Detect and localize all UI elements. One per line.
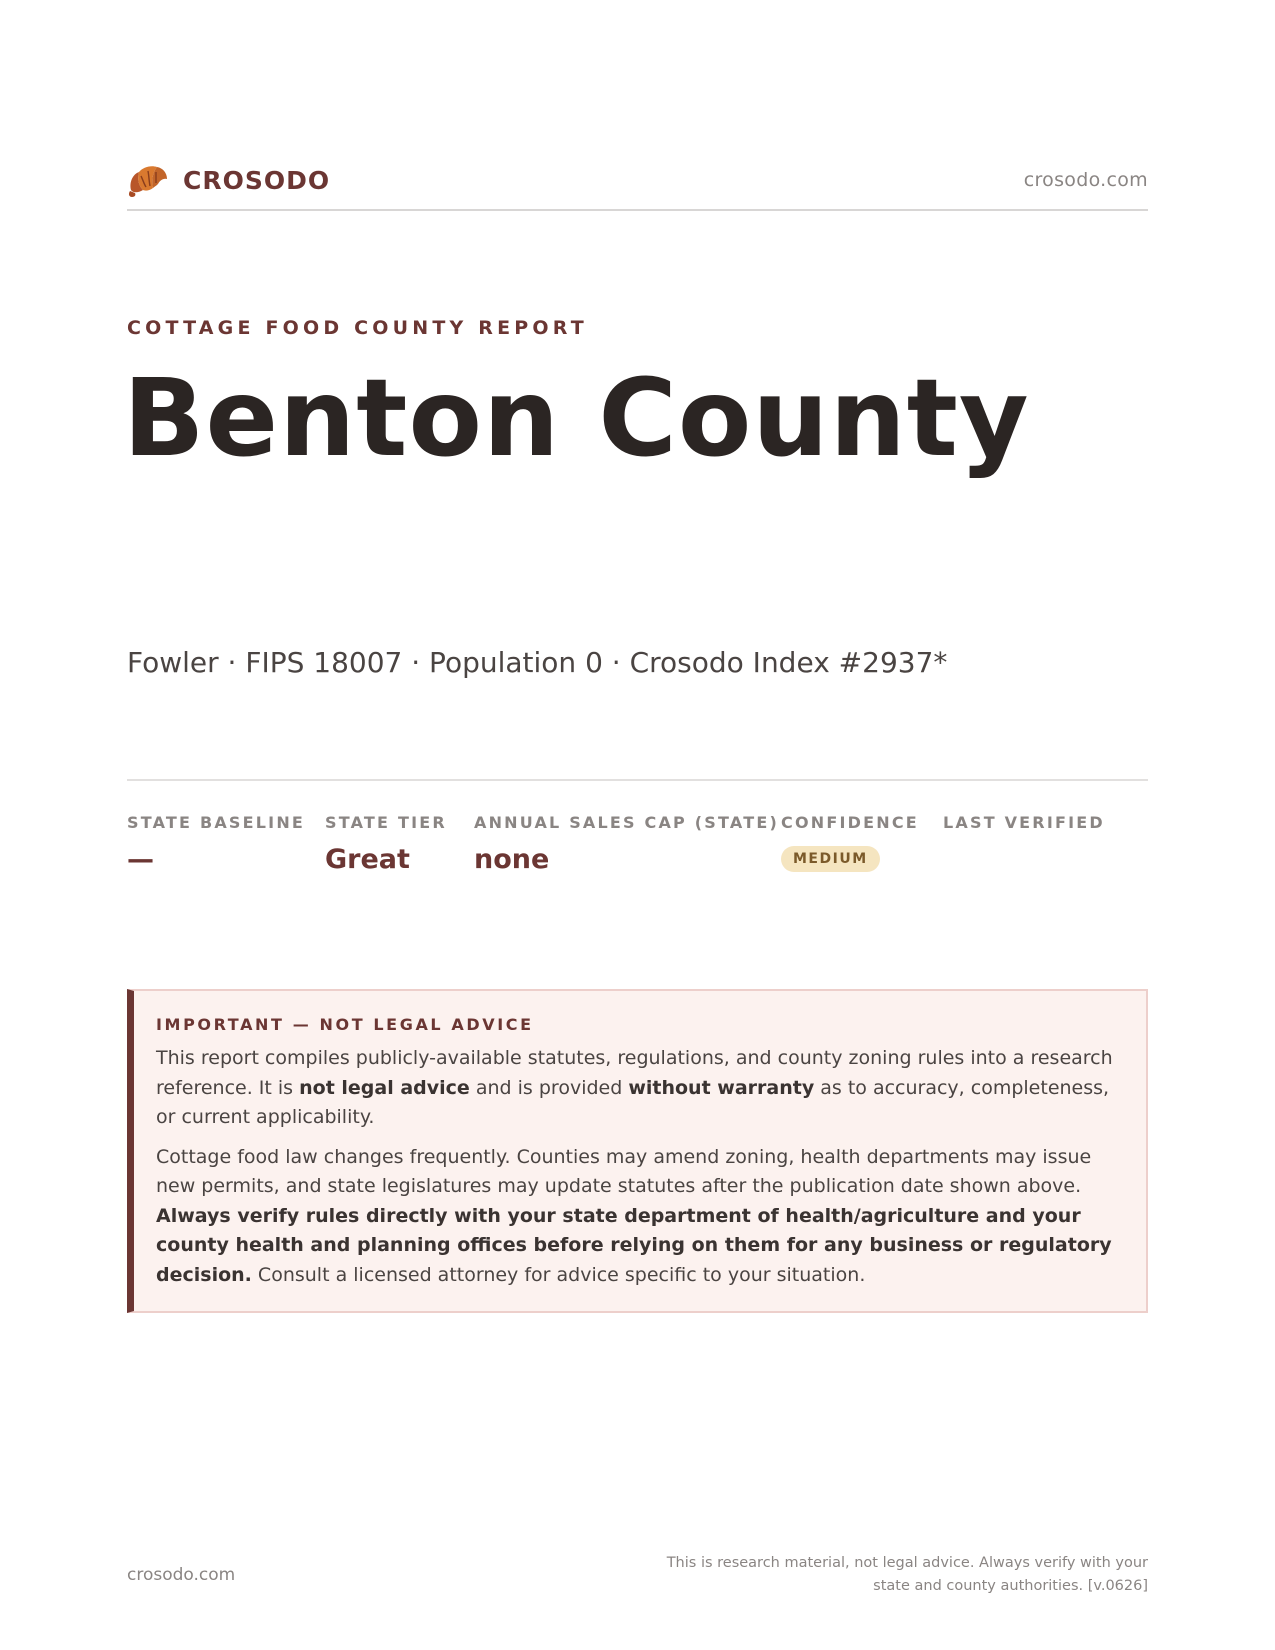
stat-label: STATE BASELINE [127, 813, 306, 832]
stat-value: — [127, 844, 154, 875]
county-subtitle: Fowler · FIPS 18007 · Population 0 · Crosodo Index #2937* [127, 646, 948, 679]
stats-row [127, 813, 1148, 893]
confidence-badge: MEDIUM [781, 846, 880, 872]
section-divider [127, 779, 1148, 781]
page-header [127, 158, 1148, 202]
stat-value: none [474, 844, 550, 875]
stat-label: CONFIDENCE [781, 813, 919, 832]
header-url-link[interactable]: crosodo.com [1023, 169, 1148, 191]
brand-name: CROSODO [183, 165, 331, 195]
stat-label: STATE TIER [325, 813, 447, 832]
croissant-icon [127, 160, 169, 200]
page-title: Benton County [123, 357, 1030, 481]
report-eyebrow: COTTAGE FOOD COUNTY REPORT [127, 317, 588, 339]
report-page [123, 0, 1148, 1650]
stat-state-baseline [127, 813, 305, 875]
notice-text: Consult a licensed attorney for advice specific to your situation. [251, 1263, 866, 1286]
notice-text: as to accuracy, completeness, or current applicability. [156, 1076, 1110, 1128]
footer-url-link[interactable]: crosodo.com [127, 1565, 236, 1585]
notice-text: This report compiles publicly-available statutes, regulations, and county zoning rules into a research reference. It is [156, 1047, 1113, 1099]
notice-paragraph [156, 1143, 1120, 1291]
notice-paragraph [156, 1044, 1120, 1133]
stat-value: Great [325, 844, 410, 875]
notice-text: Cottage food law changes frequently. Counties may amend zoning, health departments may issue new permits, and state legislatures may update statutes after the publication date shown above. [156, 1145, 1092, 1197]
notice-emphasis: Always verify rules directly with your state department of health/agriculture and your county health and planning offices before relying on them for any business or regulatory decision. [156, 1204, 1112, 1286]
notice-heading: IMPORTANT — NOT LEGAL ADVICE [156, 1015, 534, 1034]
stat-annual-sales-cap [474, 813, 779, 875]
notice-text: and is provided [469, 1076, 629, 1099]
header-divider [127, 209, 1148, 211]
stat-label: ANNUAL SALES CAP (STATE) [474, 813, 779, 832]
legal-notice [127, 989, 1148, 1313]
notice-emphasis: not legal advice [299, 1076, 470, 1099]
stat-label: LAST VERIFIED [943, 813, 1105, 832]
stat-last-verified [943, 813, 1105, 844]
stat-confidence [781, 813, 919, 872]
stat-state-tier [325, 813, 447, 875]
brand[interactable] [127, 160, 330, 200]
notice-emphasis: without warranty [628, 1076, 815, 1099]
footer-disclaimer: This is research material, not legal advice. Always verify with your state and county authorities. [v.0626] [666, 1555, 1148, 1594]
